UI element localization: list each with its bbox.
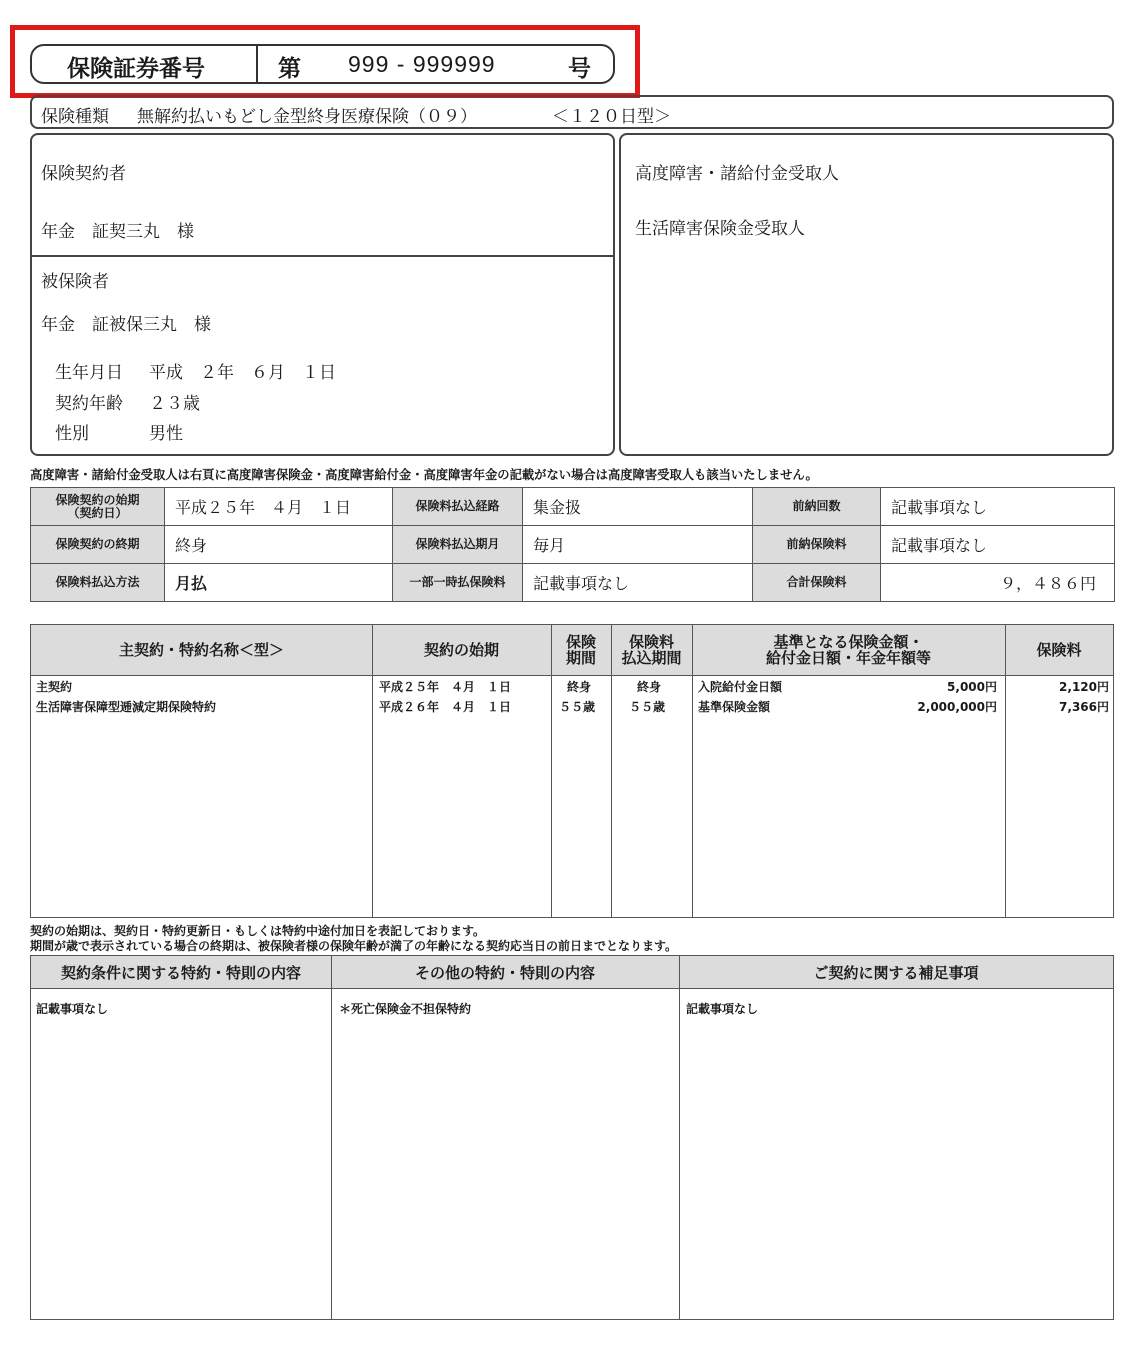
col-header-name: 主契約・特約名称＜型＞ (31, 625, 372, 675)
divider (1005, 625, 1006, 917)
row2-period: ５５歳 (559, 700, 596, 714)
beneficiary-notice: 高度障害・諸給付金受取人は右頁に高度障害保険金・高度障害給付金・高度障害年金の記載がない場合は高度障害受取人も該当いたしません。 (30, 468, 818, 482)
start-label-line1: 保険契約の始期 (55, 492, 140, 507)
route-label: 保険料払込経路 (393, 488, 523, 526)
divider (692, 625, 693, 917)
conditions-title: 契約条件に関する特約・特則の内容 (31, 956, 331, 988)
insurance-type-label: 保険種類 (41, 107, 109, 127)
insurance-days-type: ＜１２０日型＞ (552, 107, 671, 127)
disability-beneficiary-label: 高度障害・諸給付金受取人 (635, 164, 839, 184)
start-value: 平成２５年 ４月 １日 (165, 488, 393, 526)
end-label: 保険契約の終期 (31, 526, 165, 564)
row1-name: 主契約 (36, 680, 73, 694)
row2-pay-period: ５５歳 (629, 700, 666, 714)
col-header-pay-period (611, 625, 692, 675)
method-value: 月払 (165, 564, 393, 602)
pay-month-label: 保険料払込期月 (393, 526, 523, 564)
row1-amount-label: 入院給付金日額 (698, 680, 783, 694)
divider (32, 255, 613, 257)
dob-value: 平成 ２年 ６月 １日 (149, 363, 336, 383)
note-line-2: 期間が歳で表示されている場合の終期は、被保険者様の保険年齢が満了の年齢になる契約応当日の前日までとなります。 (30, 939, 678, 953)
start-label-line2: （契約日） (67, 505, 128, 520)
age-label: 契約年齢 (55, 394, 123, 414)
dob-label: 生年月日 (55, 363, 123, 383)
pay-month-value: 毎月 (523, 526, 753, 564)
conditions-content: 記載事項なし (36, 1002, 109, 1016)
beneficiary-box (619, 133, 1114, 456)
gender-value: 男性 (149, 424, 183, 444)
row1-period: 終身 (567, 680, 592, 694)
insured-label: 被保険者 (41, 272, 109, 292)
divider (611, 625, 612, 917)
table-row (31, 488, 1115, 526)
contract-table (30, 624, 1114, 918)
life-disability-beneficiary-label: 生活障害保険金受取人 (635, 219, 805, 239)
supplement-content: 記載事項なし (686, 1002, 759, 1016)
col-header-premium: 保険料 (1005, 625, 1113, 675)
divider (31, 988, 1113, 989)
supplement-title: ご契約に関する補足事項 (679, 956, 1113, 988)
table-row (31, 564, 1115, 602)
other-content: ＊死亡保険金不担保特約 (339, 1002, 472, 1016)
end-value: 終身 (165, 526, 393, 564)
total-label: 合計保険料 (753, 564, 881, 602)
row2-amount-label: 基準保険金額 (698, 700, 771, 714)
policyholder-label: 保険契約者 (41, 164, 126, 184)
lump-value: 記載事項なし (523, 564, 753, 602)
col-header-period-1: 保険 (565, 633, 596, 651)
col-header-amount-2: 給付金日額・年金年額等 (765, 649, 931, 667)
col-header-amount (692, 625, 1005, 675)
contract-info-table (30, 487, 1115, 602)
col-header-pay-period-1: 保険料 (628, 633, 674, 651)
row2-amount-value: 2,000,000円 (917, 700, 997, 714)
total-value: ９，４８６円 (881, 564, 1115, 602)
divider (256, 44, 258, 84)
divider (372, 625, 373, 917)
col-header-start: 契約の始期 (372, 625, 551, 675)
start-label-cell (31, 488, 165, 526)
divider (679, 956, 680, 1319)
col-header-period (551, 625, 611, 675)
prepay-count-label: 前納回数 (753, 488, 881, 526)
method-label: 保険料払込方法 (31, 564, 165, 602)
other-title: その他の特約・特則の内容 (331, 956, 679, 988)
insurance-type-bar (30, 95, 1114, 129)
bottom-sections (30, 955, 1114, 1320)
policy-number-prefix: 第 (278, 56, 301, 82)
col-header-period-2: 期間 (565, 649, 596, 667)
row1-pay-period: 終身 (637, 680, 662, 694)
divider (331, 956, 332, 1319)
party-box (30, 133, 615, 456)
age-value: ２３歳 (149, 394, 200, 414)
prepay-premium-value: 記載事項なし (881, 526, 1115, 564)
lump-label: 一部一時払保険料 (393, 564, 523, 602)
table-row (31, 526, 1115, 564)
policy-number-label: 保険証券番号 (67, 56, 205, 82)
insurance-type-name: 無解約払いもどし金型終身医療保険（０９） (137, 107, 477, 127)
divider (31, 675, 1113, 676)
policy-number-box (30, 44, 615, 84)
row2-premium: 7,366円 (1059, 700, 1109, 714)
policy-number-suffix: 号 (568, 56, 591, 82)
row1-amount-value: 5,000円 (947, 680, 997, 694)
insured-name: 年金 証被保三丸 様 (41, 315, 211, 335)
prepay-count-value: 記載事項なし (881, 488, 1115, 526)
policyholder-name: 年金 証契三丸 様 (41, 222, 194, 242)
route-value: 集金扱 (523, 488, 753, 526)
row2-start: 平成２６年 ４月 １日 (379, 700, 512, 714)
note-line-1: 契約の始期は、契約日・特約更新日・もしくは特約中途付加日を表記しております。 (30, 924, 486, 938)
gender-label: 性別 (55, 424, 89, 444)
row1-start: 平成２５年 ４月 １日 (379, 680, 512, 694)
col-header-amount-1: 基準となる保険金額・ (773, 633, 924, 651)
policy-number-value: 999 - 999999 (348, 51, 496, 77)
col-header-pay-period-2: 払込期間 (621, 649, 682, 667)
row2-name: 生活障害保障型逓減定期保険特約 (36, 700, 217, 714)
divider (551, 625, 552, 917)
prepay-premium-label: 前納保険料 (753, 526, 881, 564)
row1-premium: 2,120円 (1059, 680, 1109, 694)
